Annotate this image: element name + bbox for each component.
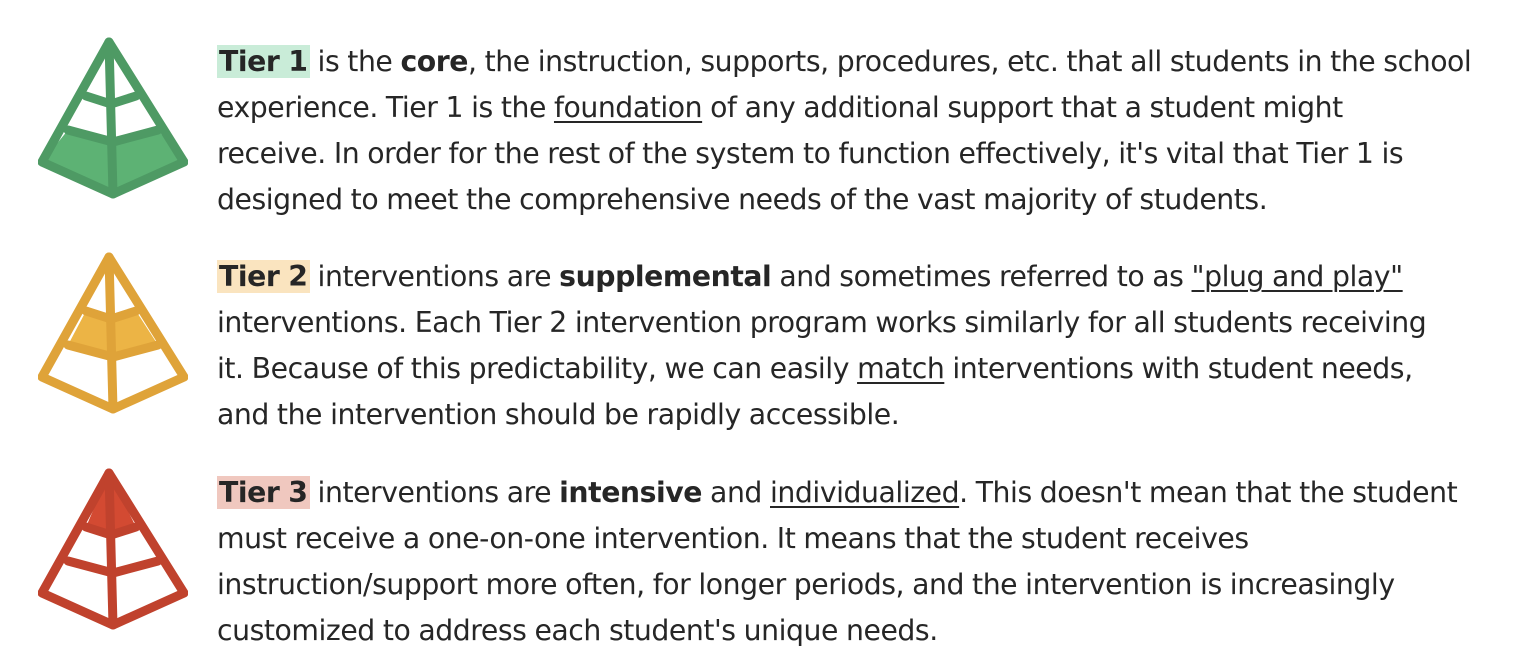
text-run: experience. Tier 1 is the	[217, 91, 554, 124]
tier-3-line-2	[217, 516, 1517, 562]
underlined-term-individualized: individualized	[770, 476, 960, 509]
text-run: designed to meet the comprehensive needs of the vast majority of students.	[217, 183, 1268, 216]
text-run: and sometimes referred to as	[771, 260, 1192, 293]
pyramid-middle-highlighted-icon	[38, 251, 188, 417]
text-run: customized to address each student's unique needs.	[217, 614, 938, 647]
text-run: is the	[309, 45, 401, 78]
tier-2-line-2	[217, 300, 1517, 346]
text-run: interventions. Each Tier 2 intervention program works similarly for all students receiving	[217, 306, 1427, 339]
tier-1-line-1	[217, 39, 1517, 85]
bold-term-intensive: intensive	[559, 476, 703, 509]
tier-2-line-3	[217, 346, 1517, 392]
text-run: interventions are	[309, 260, 560, 293]
text-run: instruction/support more often, for longer periods, and the intervention is increasingly	[217, 568, 1395, 601]
tier-2-description	[217, 254, 1517, 438]
pyramid-base-highlighted-icon	[38, 36, 188, 202]
text-run: and the intervention should be rapidly accessible.	[217, 398, 900, 431]
bold-term-supplemental: supplemental	[559, 260, 772, 293]
text-run: must receive a one-on-one intervention. It means that the student receives	[217, 522, 1249, 555]
pyramid-top-highlighted-icon	[38, 467, 188, 633]
text-run: , the instruction, supports, procedures, etc. that all students in the school	[468, 45, 1472, 78]
tier-1-line-4	[217, 177, 1517, 223]
tier-1-label: Tier 1	[219, 45, 308, 78]
underlined-term-match: match	[857, 352, 945, 385]
tier-2-line-4	[217, 392, 1517, 438]
text-run: . This doesn't mean that the student	[959, 476, 1458, 509]
text-run: of any additional support that a student might	[702, 91, 1343, 124]
underlined-term-foundation: foundation	[553, 91, 703, 124]
tier-1-line-2	[217, 85, 1517, 131]
tier-3-line-3	[217, 562, 1517, 608]
tier-3-line-1	[217, 470, 1517, 516]
tier-2-line-1	[217, 254, 1517, 300]
tier-1-description	[217, 39, 1517, 223]
text-run: and	[702, 476, 770, 509]
text-run: interventions are	[309, 476, 560, 509]
bold-term-core: core	[400, 45, 468, 78]
text-run: interventions with student needs,	[944, 352, 1413, 385]
underlined-term-plug-and-play: "plug and play"	[1191, 260, 1403, 293]
tier-1-line-3	[217, 131, 1517, 177]
tier-3-line-4	[217, 608, 1517, 654]
tier-2-label: Tier 2	[219, 260, 308, 293]
text-run: it. Because of this predictability, we can easily	[217, 352, 858, 385]
text-run: receive. In order for the rest of the system to function effectively, it's vital that Tier 1 is	[217, 137, 1404, 170]
tier-3-label: Tier 3	[219, 476, 308, 509]
tier-3-description	[217, 470, 1517, 654]
